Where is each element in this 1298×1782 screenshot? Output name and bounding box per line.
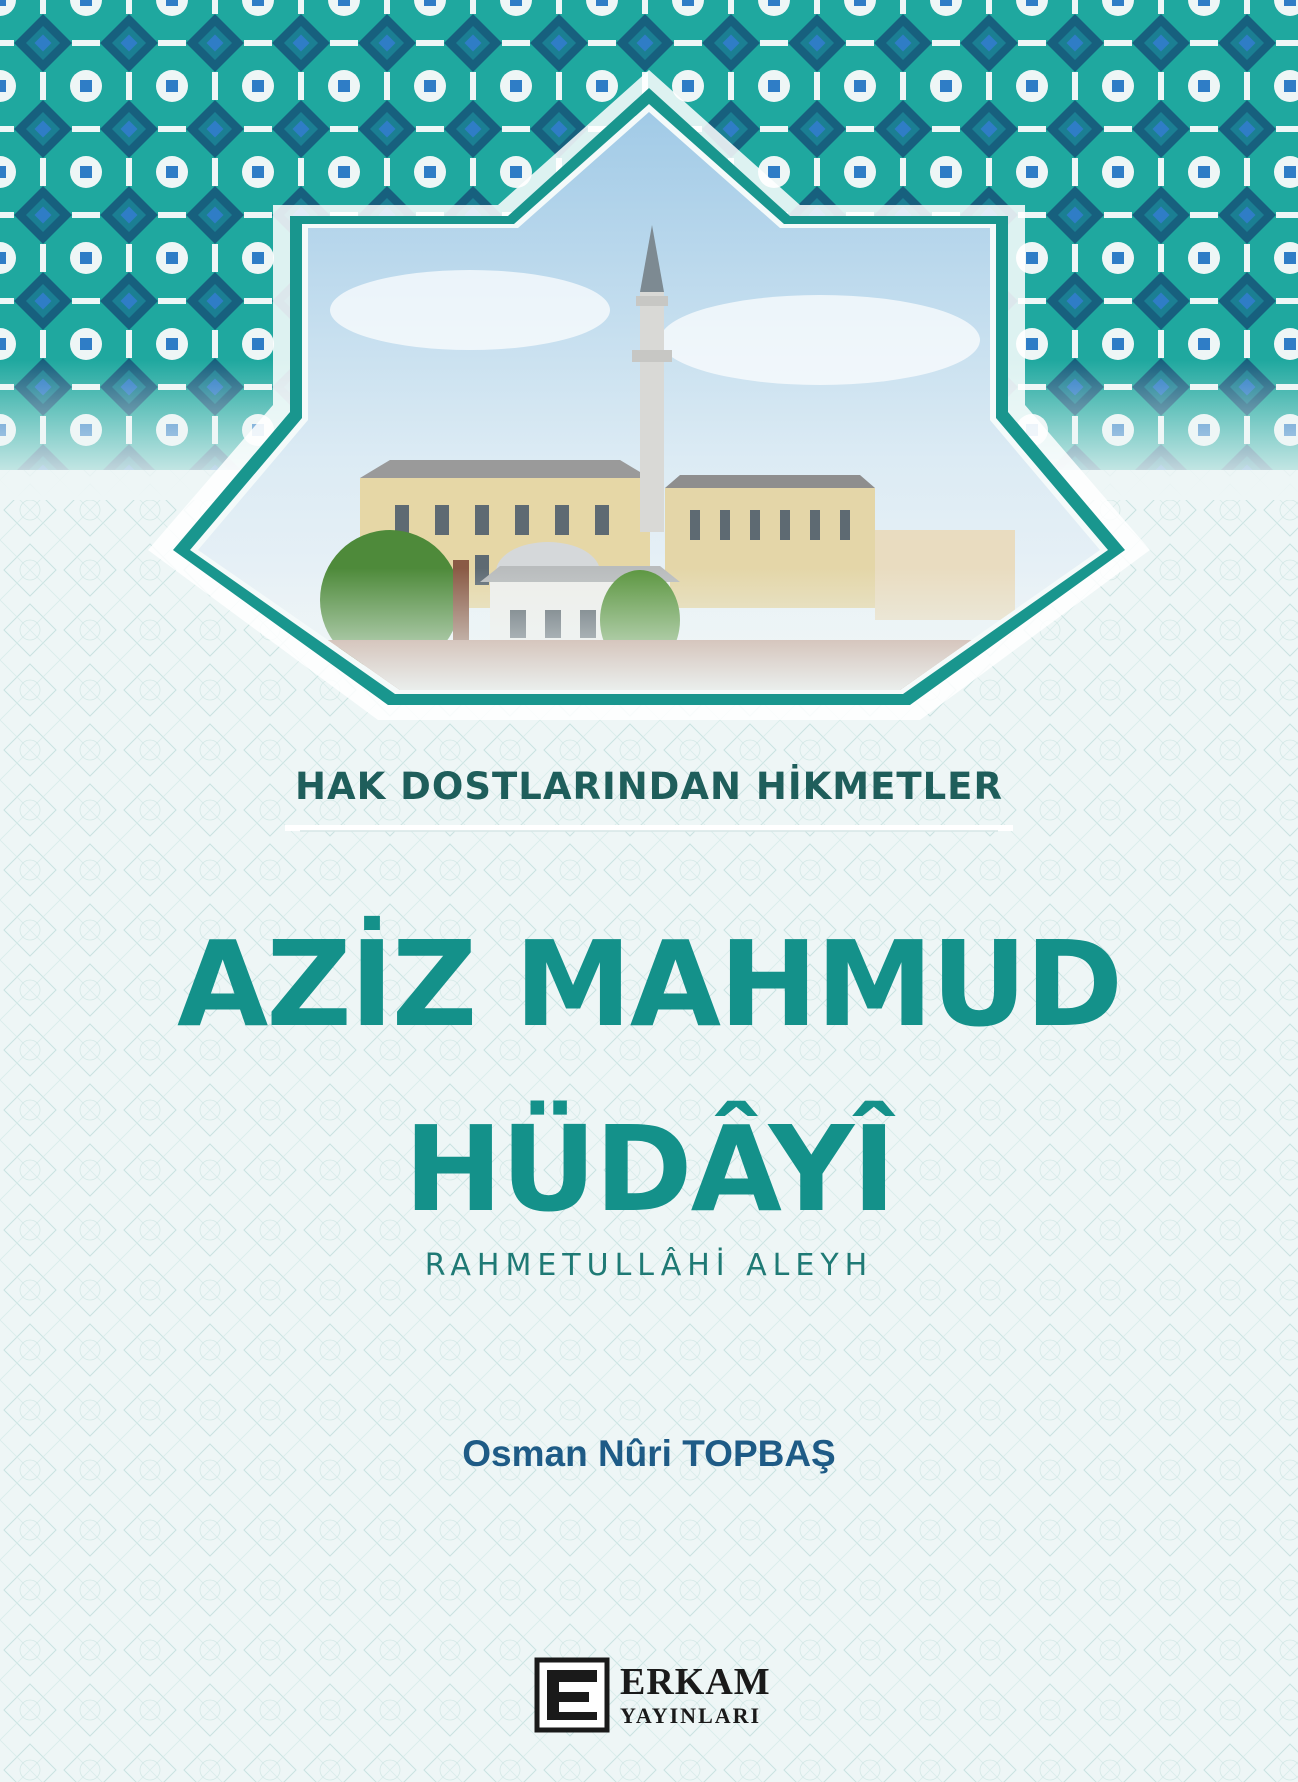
publisher-subname: YAYINLARI	[620, 1703, 762, 1728]
publisher-name: ERKAM	[620, 1661, 771, 1703]
series-title: HAK DOSTLARINDAN HİKMETLER	[295, 765, 1003, 808]
author-name: Osman Nûri TOPBAŞ	[462, 1433, 836, 1474]
book-title-line-1: AZİZ MAHMUD	[176, 915, 1122, 1053]
publisher-text	[620, 1663, 771, 1727]
publisher-block	[612, 1658, 771, 1732]
book-title-line-2: HÜDÂYÎ	[404, 1100, 894, 1238]
book-subtitle: RAHMETULLÂHİ ALEYH	[424, 1248, 874, 1283]
publisher-logo-icon	[537, 1660, 607, 1730]
